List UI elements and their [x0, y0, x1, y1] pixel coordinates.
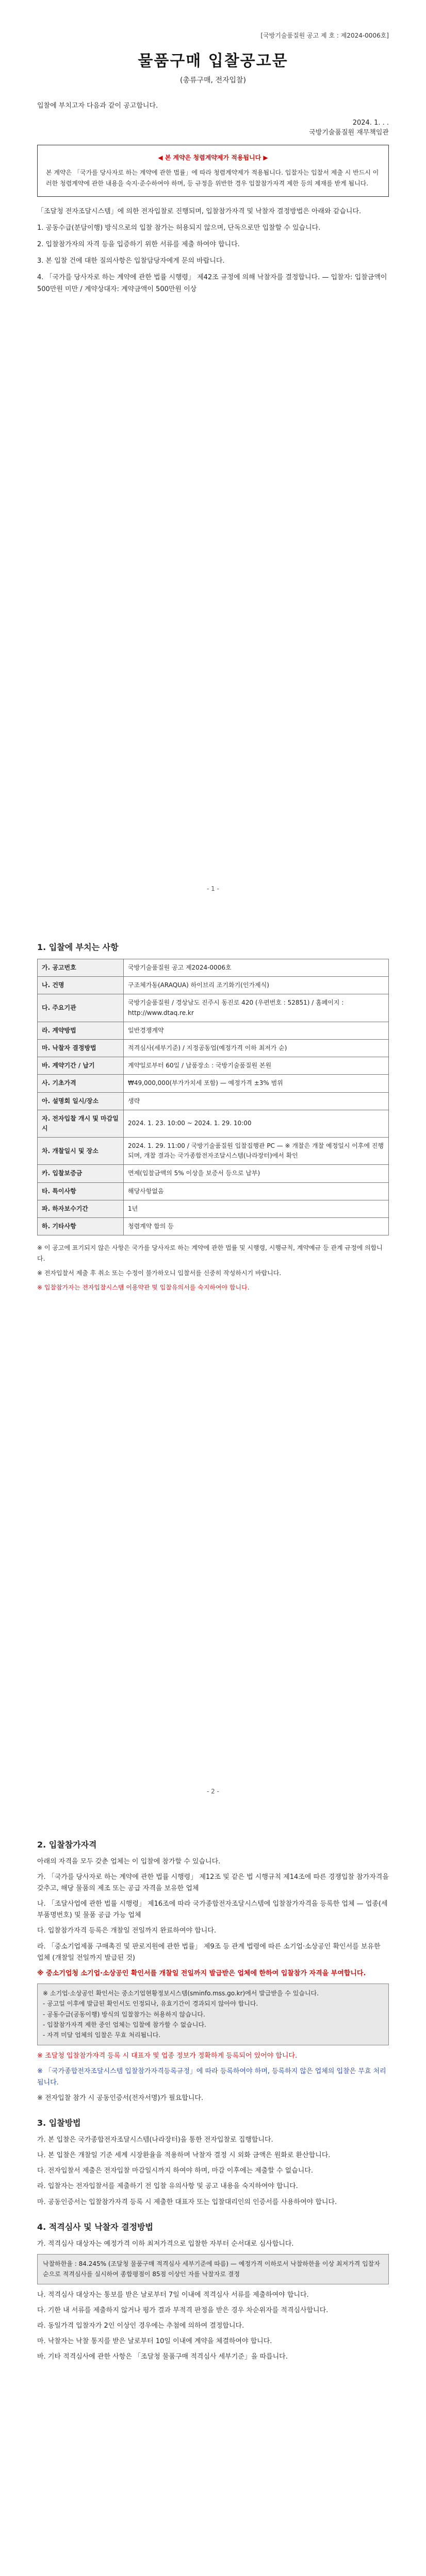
section-heading: 4. 적격심사 및 낙찰자 결정방법 — [37, 2222, 153, 2232]
page-number: - 1 - — [207, 885, 219, 892]
page-3 — [0, 1805, 426, 2576]
row-value: 일반경쟁계약 — [124, 1022, 389, 1039]
note-item: 3. 본 입찰 건에 대한 질의사항은 입찰담당자에게 문의 바랍니다. — [37, 257, 225, 265]
list-item: 나. 본 입찰은 개찰일 기준 세계 시장환율을 적용하며 낙찰자 결정 시 외화 금액은 원화로 환산합니다. — [37, 2151, 331, 2160]
section-heading: 3. 입찰방법 — [37, 2118, 81, 2128]
row-label: 카. 입찰보증금 — [38, 1165, 124, 1182]
table-row — [38, 1092, 389, 1110]
table-row — [38, 1182, 389, 1200]
row-label: 라. 계약방법 — [38, 1022, 124, 1039]
list-item: 라. 입찰자는 전자입찰서를 제출하기 전 입찰 유의사항 및 공고 내용을 숙지하여야 합니다. — [37, 2182, 298, 2191]
integrity-box-title: ◀ 본 계약은 청렴계약제가 적용됩니다 ▶ — [158, 154, 268, 162]
intro-text: 입찰에 부치고자 다음과 같이 공고합니다. — [37, 102, 158, 110]
document-title: 물품구매 입찰공고문 — [138, 52, 288, 70]
red-notice: ※ 중소기업청 소기업·소상공인 확인서를 개찰일 전일까지 발급받은 업체에 한하여 입찰참가 자격을 부여합니다. — [37, 1969, 366, 1977]
row-label: 자. 전자입찰 개시 및 마감일시 — [38, 1110, 124, 1137]
table-row — [38, 1057, 389, 1075]
note-item: 1. 공동수급(분담이행) 방식으로의 입찰 참가는 허용되지 않으며, 단독으로만 입찰할 수 있습니다. — [37, 224, 321, 232]
list-item: 나. 「조달사업에 관한 법률 시행령」 제16조에 따라 국가종합전자조달시스템에 입찰참가자격을 등록한 업체 — 업종(세부품명번호) 및 물품 공급 가능 업체 — [37, 1900, 388, 1920]
list-item: 다. 입찰참가자격 등록은 개찰일 전일까지 완료하여야 합니다. — [37, 1927, 217, 1935]
list-item: 바. 기타 적격심사에 관한 사항은 「조달청 물품구매 적격심사 세부기준」을 따릅니다. — [37, 2352, 288, 2361]
box-line: - 공동수급(공동이행) 방식의 입찰참가는 허용하지 않습니다. — [43, 2010, 205, 2018]
list-item: 마. 낙찰자는 낙찰 통지를 받은 날로부터 10일 이내에 계약을 체결하여야 합니다. — [37, 2337, 272, 2345]
row-value: 계약일로부터 60일 / 납품장소 : 국방기술품질원 본원 — [124, 1057, 389, 1075]
row-value: 면제(입찰금액의 5% 이상을 보증서 등으로 납부) — [124, 1165, 389, 1182]
table-row — [38, 1200, 389, 1217]
row-label: 아. 설명회 일시/장소 — [38, 1092, 124, 1110]
table-row — [38, 1218, 389, 1235]
row-label: 차. 개찰일시 및 장소 — [38, 1138, 124, 1165]
row-label: 나. 건명 — [38, 977, 124, 994]
table-row — [38, 1039, 389, 1057]
page-number: - 2 - — [207, 1788, 219, 1795]
blue-note: ※ 「국가종합전자조달시스템 입찰참가자격등록규정」에 따라 등록하여야 하며, 등록하지 않은 업체의 입찰은 무효 처리됩니다. — [37, 2067, 386, 2087]
box-line: ※ 소기업·소상공인 확인서는 중소기업현황정보시스템(sminfo.mss.go.kr)에서 발급받을 수 있습니다. — [43, 1989, 319, 1997]
box-line: - 자격 미달 업체의 입찰은 무효 처리됩니다. — [43, 2031, 161, 2039]
list-item: 가. 본 입찰은 국가종합전자조달시스템(나라장터)을 통한 전자입찰로 집행합니다. — [37, 2136, 273, 2144]
list-item: 다. 전자입찰서 제출은 전자입찰 마감일시까지 하여야 하며, 마감 이후에는 제출할 수 없습니다. — [37, 2167, 314, 2175]
row-value: 청렴계약 합의 등 — [124, 1218, 389, 1235]
row-value: ₩49,000,000(부가가치세 포함) — 예정가격 ±3% 범위 — [124, 1075, 389, 1092]
notes-list — [37, 206, 389, 295]
lowest-rate-box: 낙찰하한율 : 84.245% (조달청 물품구매 적격심사 세부기준에 따름) — 예정가격 이하로서 낙찰하한율 이상 최저가격 입찰자 순으로 적격심사를 실시하여 종합평점이 85점 이상인 자를 낙찰자로 결정 — [37, 2254, 389, 2284]
row-label: 하. 기타사항 — [38, 1218, 124, 1235]
row-label: 다. 주요기관 — [38, 994, 124, 1022]
note-item: 2. 입찰참가자의 자격 등을 입증하기 위한 서류를 제출 하여야 합니다. — [37, 241, 240, 249]
table-row — [38, 1075, 389, 1092]
section-lead: 가. 적격심사 대상자는 예정가격 이하 최저가격으로 입찰한 자부터 순서대로 심사합니다. — [37, 2240, 294, 2248]
document-subtitle: (총류구매, 전자입찰) — [179, 76, 247, 84]
table-row — [38, 1022, 389, 1039]
integrity-box-text: 본 계약은 「국가를 당사자로 하는 계약에 관한 법률」에 따라 청렴계약제가 적용됩니다. 입찰자는 입찰서 제출 시 반드시 이러한 청렴계약에 관한 내용을 숙지·준수하여야 하며, 등 규정을 위반한 경우 입찰참가자격 제한 등의 제재를 받게 됩니다. — [46, 169, 379, 188]
page-2 — [0, 903, 426, 1805]
list-item: 가. 「국가를 당사자로 하는 계약에 관한 법률 시행령」 제12조 및 같은 법 시행규칙 제14조에 따른 경쟁입찰 참가자격을 갖추고, 해당 물품의 제조 또는 공급 자격을 보유한 업체 — [37, 1873, 389, 1893]
list-item: 다. 기한 내 서류를 제출하지 않거나 평가 결과 부적격 판정을 받은 경우 차순위자를 적격심사합니다. — [37, 2306, 329, 2314]
footnote: ※ 전자입찰서 제출 후 취소 또는 수정이 불가하오니 입찰서를 신중히 작성하시기 바랍니다. — [37, 1269, 282, 1277]
row-value: 2024. 1. 29. 11:00 / 국방기술품질원 입찰집행관 PC — ※ 개찰은 개찰 예정일시 이후에 진행되며, 개찰 결과는 국가종합전자조달시스템(나라장터)에서 확인 — [124, 1138, 389, 1165]
section-heading: 1. 입찰에 부치는 사항 — [37, 942, 119, 952]
row-value: 국방기술품질원 공고 제2024-0006호 — [124, 959, 389, 977]
integrity-contract-box — [37, 145, 389, 197]
row-label: 마. 낙찰자 결정방법 — [38, 1039, 124, 1057]
issuer-org — [37, 119, 389, 137]
list-item: 나. 적격심사 대상자는 통보를 받은 날로부터 7일 이내에 적격심사 서류를 제출하여야 합니다. — [37, 2291, 309, 2299]
table-row — [38, 1138, 389, 1165]
note-item: 「조달청 전자조달시스템」에 의한 전자입찰로 진행되며, 입찰참가자격 및 낙찰자 결정방법은 아래와 같습니다. — [37, 208, 362, 216]
row-value: 구조체가동(ARAQUA) 하이브리 조기화기(인가제식) — [124, 977, 389, 994]
table-row — [38, 994, 389, 1022]
bid-info-table — [37, 959, 389, 1235]
box-line: - 공고일 이후에 발급된 확인서도 인정되나, 유효기간이 경과되지 않아야 합니다. — [43, 2000, 258, 2008]
row-value: 생략 — [124, 1092, 389, 1110]
list-item: 라. 「중소기업제품 구매촉진 및 판로지원에 관한 법률」 제9조 등 관계 법령에 따른 소기업·소상공인 확인서를 보유한 업체 (개찰일 전일까지 발급된 것) — [37, 1942, 381, 1962]
row-value: 1년 — [124, 1200, 389, 1217]
red-footnote: ※ 입찰참가자는 전자입찰시스템 이용약관 및 입찰유의서를 숙지하여야 합니다. — [37, 1284, 250, 1292]
table-row — [38, 1165, 389, 1182]
row-label: 가. 공고번호 — [38, 959, 124, 977]
list-item: 라. 동일가격 입찰자가 2인 이상인 경우에는 추첨에 의하여 결정합니다. — [37, 2321, 244, 2330]
row-value: 국방기술품질원 / 경상남도 진주시 동진로 420 (우편번호 : 52851) / 홈페이지 : http://www.dtaq.re.kr — [124, 994, 389, 1022]
issue-date: 2024. 1. . . — [352, 119, 389, 127]
row-value: 해당사항없음 — [124, 1182, 389, 1200]
note-item: 4. 「국가를 당사자로 하는 계약에 관한 법률 시행령」 제42조 규정에 의해 낙찰자를 결정합니다. — 입찰자: 입찰금액이 500만원 미만 / 계약상대자: 계약금액이 500만원 이상 — [37, 274, 387, 293]
row-label: 타. 특이사항 — [38, 1182, 124, 1200]
row-value: 적격심사(세부기준) / 지정공동업(예정가격 이하 최저가 순) — [124, 1039, 389, 1057]
row-label: 사. 기초가격 — [38, 1075, 124, 1092]
notice-number: [국방기술품질원 공고 제 호 : 제2024-0006호] — [260, 32, 389, 39]
footer-note: ※ 전자입찰 참가 시 공동인증서(전자서명)가 필요합니다. — [37, 2094, 204, 2103]
table-row — [38, 977, 389, 994]
issuer-name: 국방기술품질원 재무책임관 — [309, 129, 389, 137]
red-box-note: ※ 조달청 입찰참가자격 등록 시 대표자 및 업종 정보가 정확하게 등록되어 있어야 합니다. — [37, 2052, 298, 2060]
table-row — [38, 959, 389, 977]
qualification-note-box — [37, 1984, 389, 2045]
list-item: 마. 공동인증서는 입찰참가자격 등록 시 제출한 대표자 또는 입찰대리인의 인증서를 사용하여야 합니다. — [37, 2198, 337, 2206]
row-value: 2024. 1. 23. 10:00 ~ 2024. 1. 29. 10:00 — [124, 1110, 389, 1137]
page-1 — [0, 0, 426, 903]
row-label: 파. 하자보수기간 — [38, 1200, 124, 1217]
section-heading: 2. 입찰참가자격 — [37, 1840, 97, 1850]
footnote: ※ 이 공고에 표기되지 않은 사항은 국가를 당사자로 하는 계약에 관한 법률 및 시행령, 시행규칙, 계약예규 등 관계 규정에 의합니다. — [37, 1244, 383, 1262]
section-lead: 아래의 자격을 모두 갖춘 업체는 이 입찰에 참가할 수 있습니다. — [37, 1858, 221, 1866]
row-label: 바. 계약기간 / 납기 — [38, 1057, 124, 1075]
box-line: - 입찰참가자격 제한 중인 업체는 입찰에 참가할 수 없습니다. — [43, 2021, 206, 2029]
table-row — [38, 1110, 389, 1137]
